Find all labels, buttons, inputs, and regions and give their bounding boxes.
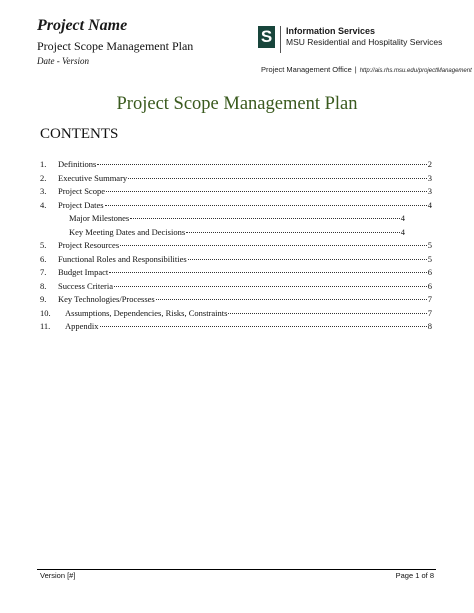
toc-dot-leader [114,278,427,287]
toc-entry-title: Key Technologies/Processes [58,294,155,304]
toc-entry-title: Project Resources [58,240,120,250]
toc-entry-title: Appendix [65,321,99,331]
toc-entry-page: 5 [427,253,432,264]
toc-dot-leader [130,210,400,219]
toc-entry-title: Executive Summary [58,172,128,183]
toc-entry-page: 4 [400,226,405,237]
logo-line-2: MSU Residential and Hospitality Services [286,36,443,47]
toc-dot-leader [186,224,400,233]
pmo-separator: | [354,65,357,74]
toc-dot-leader [97,156,427,165]
toc-entry-title: Key Meeting Dates and Decisions [69,226,186,237]
document-title: Project Scope Management Plan [116,94,358,114]
toc-entry-title: Project Dates [58,199,104,210]
logo-text [286,26,442,47]
toc-entry[interactable] [40,320,432,334]
date-version: Date - Version [37,56,89,66]
toc-entry-page: 6 [427,267,432,277]
toc-dot-leader [120,237,427,246]
footer-version: Version [#] [40,571,76,580]
header-subtitle: Project Scope Management Plan [37,39,194,53]
toc-dot-leader [228,305,426,314]
toc-dot-leader [100,318,427,327]
toc-entry-number: 1. [40,159,47,169]
toc-entry-page: 8 [427,321,432,331]
toc-entry-page: 3 [427,172,432,183]
toc-entry-number: 3. [40,186,47,196]
toc-entry-page: 5 [427,240,432,250]
pmo-url-link[interactable]: http://ais.rhs.msu.edu/projectManagement [359,68,472,74]
toc-entry-number: 5. [40,240,47,250]
toc-entry-page: 2 [427,159,432,169]
toc-dot-leader [106,183,427,192]
document-header [37,16,193,67]
toc-entry-number: 2. [40,172,47,183]
logo-divider [280,26,281,53]
footer-page-number: Page 1 of 8 [395,571,434,580]
toc-entry-page: 7 [427,294,432,304]
msu-logo [258,26,442,53]
toc-entry-number: 11. [40,321,51,331]
toc-entry-number: 4. [40,199,47,210]
toc-dot-leader [105,197,427,206]
toc-dot-leader [188,251,427,260]
table-of-contents [40,158,432,334]
toc-entry-number: 7. [40,267,47,277]
toc-entry-page: 7 [427,307,432,318]
logo-line-1: Information Services [286,26,376,36]
toc-entry-title: Functional Roles and Responsibilities [58,253,187,264]
toc-entry-title: Success Criteria [58,280,113,291]
pmo-office: Project Management Office [261,65,352,74]
toc-entry-title: Budget Impact [58,267,109,277]
project-name: Project Name [37,17,128,34]
toc-entry-page: 3 [427,186,432,196]
toc-entry-title: Major Milestones [69,213,130,223]
toc-entry-page: 4 [427,199,432,210]
toc-entry-title: Assumptions, Dependencies, Risks, Constraints [65,307,228,318]
toc-entry-page: 4 [400,213,405,223]
msu-s-logo-icon: S [258,26,275,48]
pmo-line [261,65,472,74]
toc-entry-number: 10. [40,307,51,318]
toc-entry-number: 8. [40,280,47,291]
toc-entry-title: Definitions [58,159,97,169]
toc-entry-number: 6. [40,253,47,264]
toc-dot-leader [128,170,427,179]
contents-heading: CONTENTS [40,126,119,142]
toc-entry-page: 6 [427,280,432,291]
toc-entry-number: 9. [40,294,47,304]
toc-entry-title: Project Scope [58,186,105,196]
footer-rule [37,569,436,570]
toc-dot-leader [156,291,427,300]
toc-dot-leader [109,264,426,273]
